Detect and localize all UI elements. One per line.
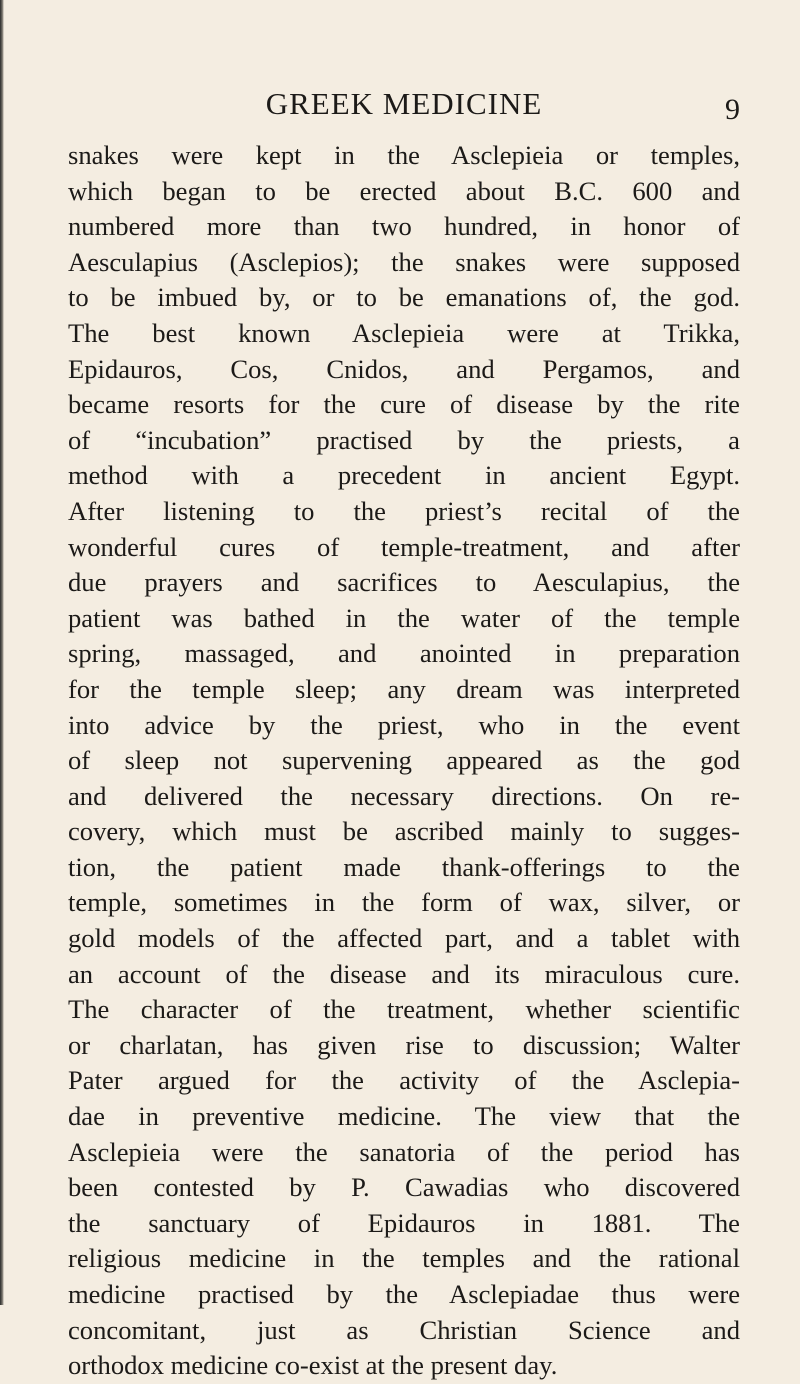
text-line: into advice by the priest, who in the event xyxy=(68,709,740,740)
text-line: spring, massaged, and anointed in preparation xyxy=(68,638,740,669)
body-text xyxy=(68,138,740,1384)
text-line: gold models of the affected part, and a tablet with xyxy=(68,923,740,954)
page-header xyxy=(68,84,740,124)
text-line: dae in preventive medicine. The view that the xyxy=(68,1101,740,1132)
text-line: of sleep not supervening appeared as the god xyxy=(68,745,740,776)
text-line: and delivered the necessary directions. On re- xyxy=(68,780,740,811)
text-line: temple, sometimes in the form of wax, silver, or xyxy=(68,887,740,918)
text-line: Aesculapius (Asclepios); the snakes were supposed xyxy=(68,246,740,277)
text-line: method with a precedent in ancient Egypt. xyxy=(68,460,740,491)
text-line: patient was bathed in the water of the temple xyxy=(68,602,740,633)
text-line: After listening to the priest’s recital of the xyxy=(68,495,740,526)
text-line: to be imbued by, or to be emanations of, the god. xyxy=(68,282,740,313)
text-line: Pater argued for the activity of the Asclepia- xyxy=(68,1065,740,1096)
text-line: the sanctuary of Epidauros in 1881. The xyxy=(68,1207,740,1238)
text-line: The character of the treatment, whether scientific xyxy=(68,994,740,1025)
text-line: numbered more than two hundred, in honor of xyxy=(68,211,740,242)
text-line: of “incubation” practised by the priests, a xyxy=(68,424,740,455)
page-number: 9 xyxy=(725,93,740,126)
text-line: due prayers and sacrifices to Aesculapius, the xyxy=(68,567,740,598)
text-line: The best known Asclepieia were at Trikka, xyxy=(68,317,740,348)
text-line: tion, the patient made thank-offerings to the xyxy=(68,851,740,882)
text-line: Epidauros, Cos, Cnidos, and Pergamos, and xyxy=(68,353,740,384)
text-line: wonderful cures of temple-treatment, and after xyxy=(68,531,740,562)
text-line: an account of the disease and its miraculous cure. xyxy=(68,958,740,989)
text-line: concomitant, just as Christian Science and xyxy=(68,1314,740,1345)
text-line: medicine practised by the Asclepiadae thus were xyxy=(68,1279,740,1309)
running-head: GREEK MEDICINE xyxy=(265,86,543,121)
text-line: or charlatan, has given rise to discussion; Walter xyxy=(68,1029,740,1060)
text-line: for the temple sleep; any dream was interpreted xyxy=(68,673,740,704)
text-line: religious medicine in the temples and the rational xyxy=(68,1243,740,1274)
text-line: became resorts for the cure of disease by the rite xyxy=(68,389,740,420)
text-line: orthodox medicine co-exist at the present day. xyxy=(68,1350,558,1381)
text-line: which began to be erected about B.C. 600 and xyxy=(68,175,740,206)
text-line: been contested by P. Cawadias who discovered xyxy=(68,1172,740,1203)
binding-edge xyxy=(0,0,4,1305)
text-line: snakes were kept in the Asclepieia or temples, xyxy=(68,140,740,170)
text-line: Asclepieia were the sanatoria of the period has xyxy=(68,1136,740,1167)
text-line: covery, which must be ascribed mainly to sugges- xyxy=(68,816,740,847)
